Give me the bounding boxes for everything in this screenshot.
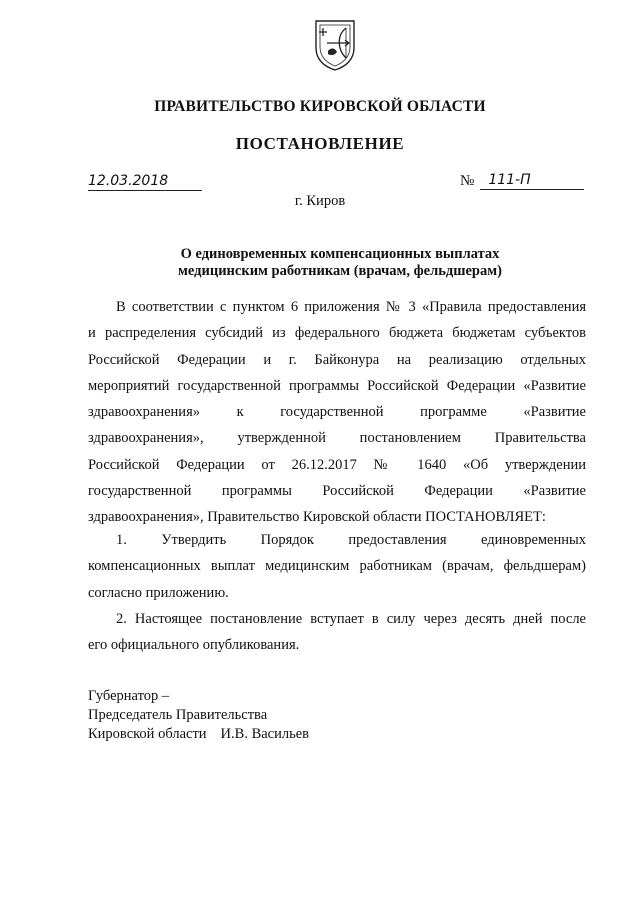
text-line: здравоохранения», Правительство Кировской области ПОСТАНОВЛЯЕТ: — [88, 509, 546, 526]
organization-name: ПРАВИТЕЛЬСТВО КИРОВСКОЙ ОБЛАСТИ — [154, 98, 486, 115]
city: г. Киров — [294, 193, 346, 209]
text-line: Российской Федерации и г. Байконура на реализацию отдельных — [88, 351, 586, 368]
text-line: Российской Федерации от 26.12.2017 № 1640 «Об утверждении — [88, 456, 586, 473]
document-title — [60, 246, 620, 280]
document-type: ПОСТАНОВЛЕНИЕ — [235, 134, 405, 153]
text-line: В соответствии с пунктом 6 приложения № 3 «Правила предоставления — [116, 299, 586, 315]
signature-position: Председатель Правительства — [88, 707, 268, 723]
text-line: его официального опубликования. — [88, 637, 300, 654]
title-line: медицинским работникам (врачам, фельдшерам) — [178, 263, 502, 279]
text-line: здравоохранения», утвержденной постановлением Правительства — [88, 430, 586, 447]
number-label: № — [460, 173, 475, 189]
text-line: согласно приложению. — [88, 584, 229, 601]
document-date: 12.03.2018 — [88, 172, 202, 191]
paragraph-preamble — [88, 294, 586, 531]
text-line: 2. Настоящее постановление вступает в силу через десять дней после — [116, 611, 586, 627]
text-line: 1. Утвердить Порядок предоставления единовременных — [116, 532, 586, 548]
title-line: О единовременных компенсационных выплатах — [180, 246, 500, 262]
text-line: государственной программы Российской Федерации «Развитие — [88, 483, 586, 500]
signature-position: Губернатор – — [88, 688, 170, 704]
signatory-name: И.В. Васильев — [220, 726, 309, 742]
signature-region: Кировской области — [88, 726, 207, 742]
text-line: здравоохранения» к государственной программе «Развитие — [88, 404, 586, 421]
text-line: компенсационных выплат медицинским работникам (врачам, фельдшерам) — [88, 558, 586, 575]
number-value: 111-П — [480, 171, 584, 190]
document-number — [460, 172, 584, 190]
text-line: и распределения субсидий из федерального бюджета бюджетам субъектов — [88, 325, 586, 342]
signature-last-line — [88, 725, 309, 744]
signature-block — [88, 687, 309, 744]
paragraph-item-2 — [88, 606, 586, 659]
coat-of-arms-emblem — [313, 18, 357, 72]
paragraph-item-1 — [88, 527, 586, 606]
text-line: мероприятий государственной программы Российской Федерации «Развитие — [88, 377, 586, 394]
